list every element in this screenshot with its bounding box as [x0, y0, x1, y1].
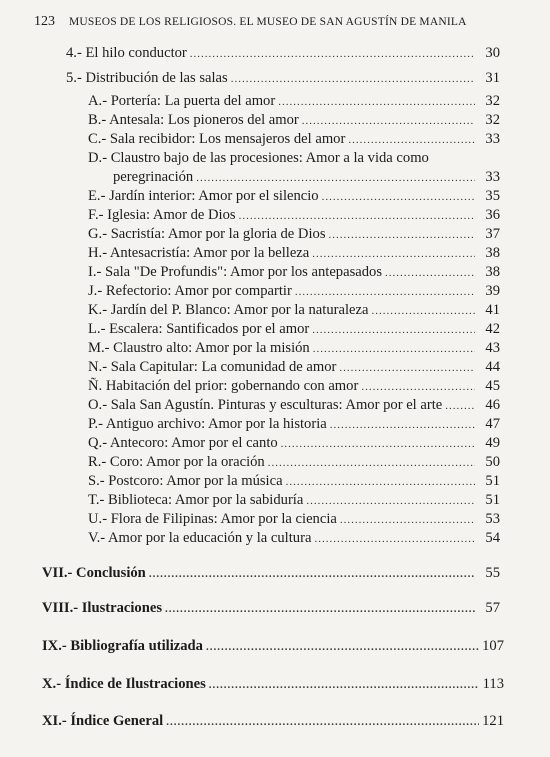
- toc-leader-dots: [239, 211, 475, 222]
- toc-entry-label: E.- Jardín interior: Amor por el silencio: [88, 188, 319, 204]
- toc-entry-label: Q.- Antecoro: Amor por el canto: [88, 435, 278, 451]
- toc-entry-page: 53: [485, 511, 500, 527]
- toc-entry[interactable]: [88, 360, 500, 375]
- toc-entry-label: F.- Iglesia: Amor de Dios: [88, 207, 236, 223]
- toc-entry[interactable]: [88, 303, 500, 318]
- toc-chapter-label: VII.- Conclusión: [42, 565, 146, 581]
- toc-chapter-label: IX.- Bibliografía utilizada: [42, 638, 203, 654]
- toc-leader-dots: [385, 268, 475, 279]
- toc-chapter-page: 121: [482, 713, 504, 729]
- toc-entry-label: Ñ. Habitación del prior: gobernando con amor: [88, 378, 359, 394]
- toc-leader-dots: [312, 325, 475, 336]
- toc-leader-dots: [314, 534, 475, 545]
- toc-leader-dots: [313, 344, 475, 355]
- toc-leader-dots: [286, 477, 475, 488]
- toc-entry-page: 44: [485, 359, 500, 375]
- toc-entry-page: 46: [485, 397, 500, 413]
- toc-entry[interactable]: [88, 531, 500, 546]
- toc-entry-page: 47: [485, 416, 500, 432]
- toc-entry-label: J.- Refectorio: Amor por compartir: [88, 283, 292, 299]
- toc-leader-dots: [371, 306, 475, 317]
- toc-leader-dots: [302, 116, 475, 127]
- toc-leader-dots: [231, 74, 475, 85]
- toc-entry-page: 43: [485, 340, 500, 356]
- toc-entry-page: 33: [485, 131, 500, 147]
- toc-entry-label: V.- Amor por la educación y la cultura: [88, 530, 312, 546]
- toc-chapter-label: XI.- Índice General: [42, 713, 164, 729]
- toc-chapter-page: 57: [485, 600, 500, 616]
- toc-entry[interactable]: [66, 71, 500, 86]
- toc-leader-dots: [165, 604, 475, 615]
- toc-chapter[interactable]: [42, 639, 504, 654]
- toc-entry[interactable]: [88, 512, 500, 527]
- toc-entry-page: 41: [485, 302, 500, 318]
- toc-entry-label: U.- Flora de Filipinas: Amor por la ciencia: [88, 511, 337, 527]
- toc-entry[interactable]: [88, 246, 500, 261]
- toc-entry-page: 49: [485, 435, 500, 451]
- toc-leader-dots: [339, 363, 475, 374]
- toc-leader-dots: [329, 230, 475, 241]
- toc-entry[interactable]: [88, 436, 500, 451]
- toc-entry-page: 54: [485, 530, 500, 546]
- toc-entry-label: N.- Sala Capitular: La comunidad de amor: [88, 359, 337, 375]
- running-header: [34, 14, 530, 30]
- toc-leader-dots: [295, 287, 475, 298]
- toc-chapter-page: 113: [482, 676, 504, 692]
- toc-entry-label: 4.- El hilo conductor: [66, 45, 187, 61]
- toc-entry[interactable]: [88, 417, 500, 432]
- toc-entry-page: 51: [485, 473, 500, 489]
- toc-leader-dots: [322, 192, 475, 203]
- toc-entry-label: 5.- Distribución de las salas: [66, 70, 228, 86]
- toc-entry[interactable]: [88, 189, 500, 204]
- toc-entry[interactable]: [88, 208, 500, 223]
- toc-leader-dots: [190, 49, 475, 60]
- toc-leader-dots: [268, 458, 475, 469]
- toc-entry-continuation: peregrinación: [113, 169, 194, 185]
- toc-entry-label: P.- Antiguo archivo: Amor por la historia: [88, 416, 327, 432]
- toc-entry[interactable]: [88, 493, 500, 508]
- toc-entry-page: 37: [485, 226, 500, 242]
- toc-chapter[interactable]: [42, 601, 500, 616]
- toc-chapter-label: VIII.- Ilustraciones: [42, 600, 162, 616]
- toc-entry[interactable]: [66, 46, 500, 61]
- toc-leader-dots: [206, 642, 479, 653]
- toc-entry[interactable]: [88, 227, 500, 242]
- running-title: MUSEOS DE LOS RELIGIOSOS. EL MUSEO DE SAN AGUSTÍN DE MANILA: [69, 16, 467, 28]
- toc-entry[interactable]: [88, 113, 500, 128]
- toc-entry-label: H.- Antesacristía: Amor por la belleza: [88, 245, 310, 261]
- toc-entry[interactable]: [113, 170, 500, 185]
- toc-entry-label: C.- Sala recibidor: Los mensajeros del amor: [88, 131, 346, 147]
- toc-entry[interactable]: [88, 132, 500, 147]
- toc-entry-page: 38: [485, 264, 500, 280]
- toc-entry-label: A.- Portería: La puerta del amor: [88, 93, 276, 109]
- toc-entry-label: T.- Biblioteca: Amor por la sabiduría: [88, 492, 304, 508]
- toc-entry-page: 32: [485, 93, 500, 109]
- toc-chapter-label: X.- Índice de Ilustraciones: [42, 676, 206, 692]
- toc-entry-page: 30: [485, 45, 500, 61]
- toc-entry[interactable]: [88, 455, 500, 470]
- toc-entry-label: B.- Antesala: Los pioneros del amor: [88, 112, 299, 128]
- toc-entry-label: O.- Sala San Agustín. Pinturas y esculturas: Amor por el arte: [88, 397, 443, 413]
- toc-entry-page: 35: [485, 188, 500, 204]
- toc-entry[interactable]: [88, 379, 500, 394]
- toc-entry-label: G.- Sacristía: Amor por la gloria de Dios: [88, 226, 326, 242]
- toc-entry-page: 31: [485, 70, 500, 86]
- toc-leader-dots: [361, 382, 475, 393]
- toc-entry-label: R.- Coro: Amor por la oración: [88, 454, 265, 470]
- toc-leader-dots: [281, 439, 475, 450]
- toc-entry-label: S.- Postcoro: Amor por la música: [88, 473, 283, 489]
- toc-chapter[interactable]: [42, 677, 504, 692]
- toc-leader-dots: [166, 717, 479, 728]
- toc-entry-label: L.- Escalera: Santificados por el amor: [88, 321, 310, 337]
- toc-leader-dots: [340, 515, 475, 526]
- toc-leader-dots: [306, 496, 475, 507]
- toc-entry-page: 50: [485, 454, 500, 470]
- toc-entry-page: 39: [485, 283, 500, 299]
- toc-entry-label: M.- Claustro alto: Amor por la misión: [88, 340, 310, 356]
- toc-entry-page: 45: [485, 378, 500, 394]
- toc-entry[interactable]: [88, 284, 500, 299]
- toc-entry[interactable]: [88, 265, 500, 280]
- toc-entry-label: I.- Sala "De Profundis": Amor por los antepasados: [88, 264, 383, 280]
- toc-leader-dots: [312, 249, 475, 260]
- toc-chapter[interactable]: [42, 714, 504, 729]
- toc-leader-dots: [149, 569, 475, 580]
- page-number: 123: [34, 14, 55, 29]
- toc-entry[interactable]: [88, 322, 500, 337]
- toc-entry-page: 38: [485, 245, 500, 261]
- toc-entry-page: 42: [485, 321, 500, 337]
- toc-leader-dots: [209, 680, 479, 691]
- toc-leader-dots: [330, 420, 475, 431]
- toc-leader-dots: [278, 97, 475, 108]
- toc-chapter-page: 107: [482, 638, 504, 654]
- toc-leader-dots: [196, 173, 475, 184]
- toc-entry-page: 51: [485, 492, 500, 508]
- toc-leader-dots: [445, 401, 475, 412]
- toc-entry-label: D.- Claustro bajo de las procesiones: Amor a la vida como: [88, 150, 429, 166]
- toc-entry-label: K.- Jardín del P. Blanco: Amor por la naturaleza: [88, 302, 369, 318]
- toc-entry-page: 36: [485, 207, 500, 223]
- toc-entry-page: 32: [485, 112, 500, 128]
- toc-chapter[interactable]: [42, 566, 500, 581]
- toc-entry[interactable]: [88, 341, 500, 356]
- toc-entry[interactable]: [88, 94, 500, 109]
- toc-entry[interactable]: [88, 474, 500, 489]
- toc-chapter-page: 55: [485, 565, 500, 581]
- toc-leader-dots: [348, 135, 475, 146]
- toc-entry[interactable]: [88, 398, 500, 413]
- toc-entry-page: 33: [485, 169, 500, 185]
